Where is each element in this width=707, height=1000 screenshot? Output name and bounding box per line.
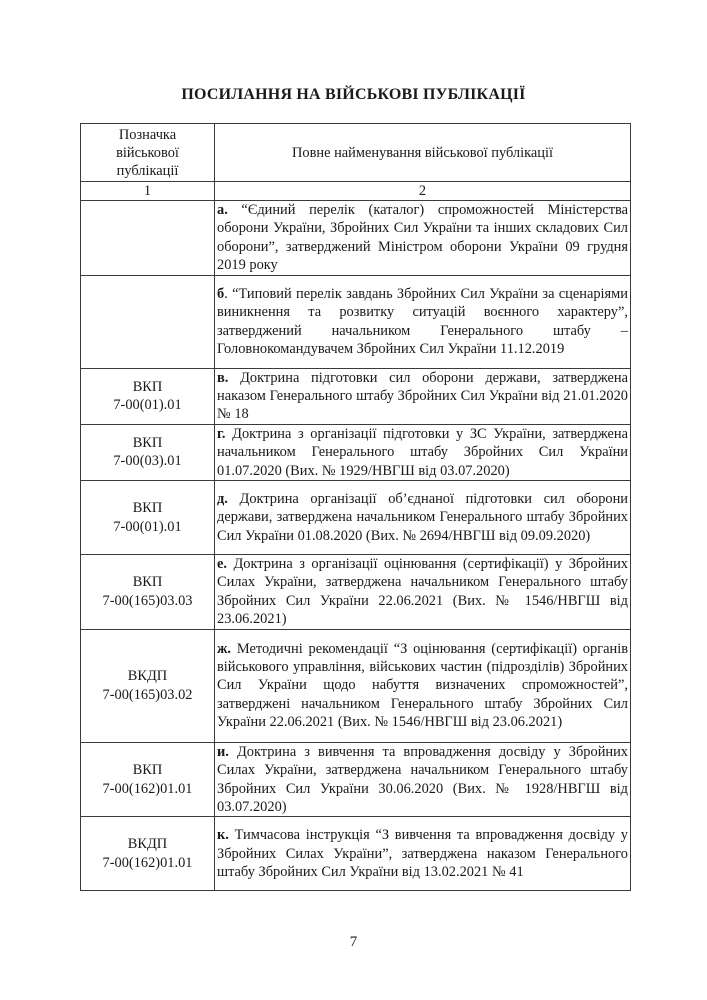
publications-table: [80, 123, 631, 891]
item-text: “Єдиний перелік (каталог) спроможностей Міністерства оборони України, Збройних Сил України та інших складових Сил оборони”, затверджений Міністром оборони України 09 грудня 2019 року: [217, 202, 628, 274]
designation-type: ВКП: [132, 500, 163, 517]
header-full-name: Повне найменування військової публікації: [215, 124, 631, 182]
item-letter: и.: [217, 743, 229, 760]
item-text: Тимчасова інструкція “З вивчення та впровадження досвіду у Збройних Силах України”, затверджена наказом Генерального штабу Збройних Сил України від 13.02.2021 № 41: [217, 827, 628, 881]
publication-full-name: [215, 817, 631, 891]
publication-full-name: [215, 201, 631, 276]
header-designation: Позначка військової публікації: [81, 124, 215, 182]
column-number-1: 1: [81, 182, 215, 201]
column-number-2: 2: [215, 182, 631, 201]
item-text: Доктрина організації об’єднаної підготовки сил оборони держави, затверджена начальником Генерального штабу Збройних Сил України 01.08.2020 (Вих. № 2694/НВГШ від 09.09.2020): [217, 490, 628, 544]
designation-type: ВКДП: [127, 668, 168, 685]
publication-full-name: [215, 275, 631, 368]
designation-type: ВКП: [132, 574, 163, 591]
publication-designation: [81, 201, 215, 276]
publication-full-name: [215, 555, 631, 630]
item-letter: г.: [217, 425, 226, 442]
table-row: [81, 555, 631, 630]
item-letter: д.: [217, 490, 228, 507]
item-letter: б: [217, 285, 225, 302]
publication-designation: [81, 424, 215, 480]
publication-designation: [81, 481, 215, 555]
table-row: [81, 817, 631, 891]
item-text: Доктрина з організації оцінювання (сертифікації) у Збройних Силах України, затверджена начальником Генерального штабу Збройних Сил України 22.06.2021 (Вих. № 1546/НВГШ від 23.06.2021): [217, 556, 628, 628]
publication-full-name: [215, 742, 631, 817]
publication-designation: [81, 742, 215, 817]
table-row: [81, 481, 631, 555]
designation-type: ВКП: [132, 435, 163, 452]
designation-number: 7-00(162)01.01: [102, 780, 193, 797]
publication-designation: [81, 555, 215, 630]
item-letter: к.: [217, 827, 229, 844]
item-letter: в.: [217, 369, 229, 386]
page-number: 7: [349, 934, 358, 950]
designation-type: ВКП: [132, 378, 163, 395]
publication-designation: [81, 629, 215, 742]
table-row: [81, 742, 631, 817]
publication-designation: [81, 817, 215, 891]
designation-type: ВКДП: [127, 836, 168, 853]
designation-number: 7-00(01).01: [113, 397, 182, 414]
table-row: [81, 424, 631, 480]
table-row: [81, 368, 631, 424]
table-row: [81, 275, 631, 368]
column-number-row: [81, 182, 631, 201]
publication-full-name: [215, 481, 631, 555]
item-text: Доктрина з організації підготовки у ЗС України, затверджена начальником Генерального штабу Збройних Сил України 01.07.2020 (Вих. № 1929/НВГШ від 03.07.2020): [217, 425, 628, 479]
designation-type: ВКП: [132, 762, 163, 779]
table-header-row: [81, 124, 631, 182]
designation-number: 7-00(01).01: [113, 518, 182, 535]
publication-full-name: [215, 424, 631, 480]
page-title: ПОСИЛАННЯ НА ВІЙСЬКОВІ ПУБЛІКАЦІЇ: [181, 86, 526, 103]
table-row: [81, 201, 631, 276]
item-text: . “Типовий перелік завдань Збройних Сил України за сценаріями виникнення та розвитку ситуацій воєнного характеру”, затверджений начальником Генерального штабу – Головнокомандувачем Збройних Сил України 11.12.2019: [217, 285, 628, 358]
item-letter: ж.: [217, 640, 232, 657]
designation-number: 7-00(165)03.02: [102, 686, 193, 703]
designation-number: 7-00(165)03.03: [102, 592, 193, 609]
designation-number: 7-00(162)01.01: [102, 854, 193, 871]
designation-number: 7-00(03).01: [113, 453, 182, 470]
item-letter: а.: [217, 202, 228, 218]
publication-full-name: [215, 368, 631, 424]
item-text: Доктрина підготовки сил оборони держави, затверджена наказом Генерального штабу Збройних Сил України від 21.01.2020 № 18: [217, 369, 628, 423]
publication-designation: [81, 368, 215, 424]
item-text: Доктрина з вивчення та впровадження досвіду у Збройних Силах України, затверджена начальником Генерального штабу Збройних Сил України 30.06.2020 (Вих. № 1928/НВГШ від 03.07.2020): [217, 743, 628, 815]
table-row: [81, 629, 631, 742]
publication-full-name: [215, 629, 631, 742]
publication-designation: [81, 275, 215, 368]
item-letter: е.: [217, 556, 227, 573]
item-text: Методичні рекомендації “З оцінювання (сертифікації) органів військового управління, військових частин (підрозділів) Збройних Сил України щодо набуття визначених спроможностей”, затверджені начальником Генерального штабу Збройних Сил України 22.06.2021 (Вих. № 1546/НВГШ від 23.06.2021): [217, 640, 628, 731]
